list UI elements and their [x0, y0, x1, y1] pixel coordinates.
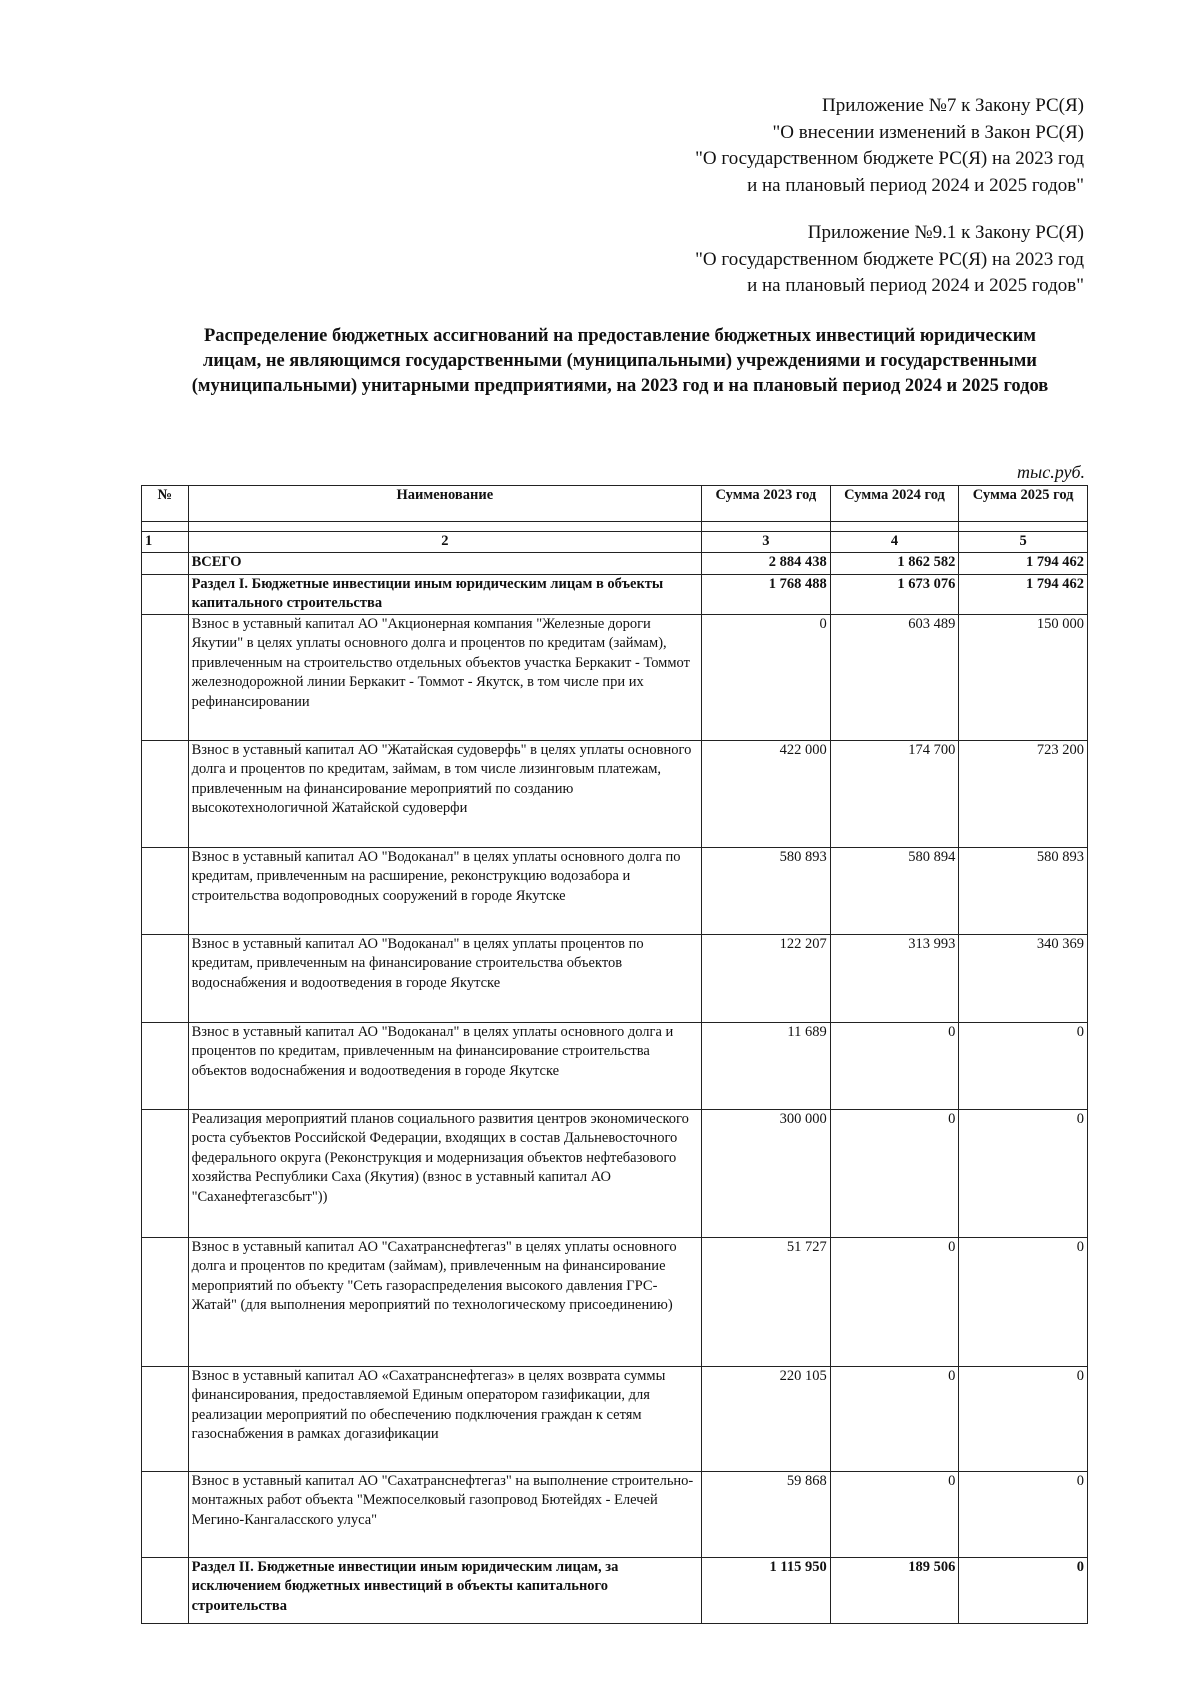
budget-table — [141, 485, 1088, 1624]
row-name: Взнос в уставный капитал АО "Водоканал" в целях уплаты основного долга и процентов по кредитам, привлеченным на финансирование строительства объектов водоснабжения и водоотведения в городе Якутске — [188, 1022, 702, 1109]
row-sum-2024: 580 894 — [830, 847, 959, 934]
row-sum-2025: 0 — [959, 1237, 1088, 1366]
document-title-line-1: Распределение бюджетных ассигнований на предоставление бюджетных инвестиций юридическим — [203, 326, 1037, 346]
row-sum-2025: 0 — [959, 1022, 1088, 1109]
row-no — [142, 1557, 189, 1623]
row-sum-2024: 0 — [830, 1366, 959, 1471]
row-sum-2023: 11 689 — [702, 1022, 831, 1109]
row-sum-2023: 51 727 — [702, 1237, 831, 1366]
header-name: Наименование — [188, 486, 702, 522]
column-index: 3 — [702, 532, 831, 553]
header-gap-row — [142, 522, 1088, 532]
column-index: 1 — [142, 532, 189, 553]
table-header-row — [142, 486, 1088, 522]
document-title-line-2: лицам, не являющимся государственными (муниципальными) учреждениями и государственными — [203, 351, 1037, 371]
row-sum-2024: 0 — [830, 1471, 959, 1557]
row-sum-2024: 0 — [830, 1237, 959, 1366]
row-name: Раздел I. Бюджетные инвестиции иным юридическим лицам в объекты капитального строительства — [188, 574, 702, 614]
row-name: Взнос в уставный капитал АО «Сахатранснефтегаз» в целях возврата суммы финансирования, предоставляемой Единым оператором газификации, для реализации мероприятий по обеспечению подключения граждан к сетям газоснабжения в рамках догазификации — [188, 1366, 702, 1471]
table-row — [142, 614, 1088, 740]
appendix-7-header — [695, 93, 1084, 199]
row-sum-2025: 0 — [959, 1109, 1088, 1237]
table-body — [142, 552, 1088, 1623]
row-sum-2024: 174 700 — [830, 740, 959, 847]
row-sum-2024: 0 — [830, 1022, 959, 1109]
row-sum-2023: 422 000 — [702, 740, 831, 847]
table-row — [142, 574, 1088, 614]
header-sum-2024: Сумма 2024 год — [830, 486, 959, 522]
row-name: Взнос в уставный капитал АО "Жатайская судоверфь" в целях уплаты основного долга и процентов по кредитам, займам, в том числе лизинговым платежам, привлеченным на финансирование мероприятий по созданию высокотехнологичной Жатайской судоверфи — [188, 740, 702, 847]
row-sum-2025: 580 893 — [959, 847, 1088, 934]
row-name: Взнос в уставный капитал АО "Водоканал" в целях уплаты процентов по кредитам, привлеченным на финансирование строительства объектов водоснабжения и водоотведения в городе Якутске — [188, 934, 702, 1022]
row-no — [142, 1022, 189, 1109]
table-row — [142, 934, 1088, 1022]
row-sum-2023: 1 768 488 — [702, 574, 831, 614]
row-sum-2023: 122 207 — [702, 934, 831, 1022]
row-sum-2023: 2 884 438 — [702, 552, 831, 574]
row-name: Реализация мероприятий планов социального развития центров экономического роста субъектов Российской Федерации, входящих в состав Дальневосточного федерального округа (Реконструкция и модернизация объектов нефтебазового хозяйства Республики Саха (Якутия) (взнос в уставный капитал АО "Саханефтегазсбыт")) — [188, 1109, 702, 1237]
appendix-9-1-header — [695, 220, 1084, 300]
row-sum-2023: 1 115 950 — [702, 1557, 831, 1623]
table-row — [142, 1022, 1088, 1109]
unit-label: тыс.руб. — [1017, 462, 1085, 482]
appendix-7-line-3: "О государственном бюджете РС(Я) на 2023 год — [695, 148, 1084, 169]
appendix-7-line-1: Приложение №7 к Закону РС(Я) — [821, 95, 1084, 116]
table-row — [142, 1471, 1088, 1557]
column-index-row — [142, 532, 1088, 553]
table-row — [142, 847, 1088, 934]
row-sum-2023: 300 000 — [702, 1109, 831, 1237]
row-no — [142, 1109, 189, 1237]
document-title-line-3: (муниципальными) унитарными предприятиями, на 2023 год и на плановый период 2024 и 2025 годов — [191, 376, 1049, 396]
table-row — [142, 740, 1088, 847]
row-sum-2025: 0 — [959, 1557, 1088, 1623]
row-sum-2024: 313 993 — [830, 934, 959, 1022]
row-sum-2025: 150 000 — [959, 614, 1088, 740]
document-title — [150, 324, 1090, 399]
row-no — [142, 847, 189, 934]
row-sum-2024: 0 — [830, 1109, 959, 1237]
row-no — [142, 552, 189, 574]
appendix-9-1-line-2: "О государственном бюджете РС(Я) на 2023 год — [695, 248, 1084, 270]
row-sum-2024: 1 862 582 — [830, 552, 959, 574]
appendix-7-line-2: "О внесении изменений в Закон РС(Я) — [772, 121, 1084, 143]
appendix-7-line-4: и на плановый период 2024 и 2025 годов" — [747, 174, 1084, 196]
table-row — [142, 1237, 1088, 1366]
row-no — [142, 934, 189, 1022]
column-index: 5 — [959, 532, 1088, 553]
table-row — [142, 552, 1088, 574]
row-sum-2023: 220 105 — [702, 1366, 831, 1471]
row-sum-2025: 0 — [959, 1471, 1088, 1557]
row-sum-2025: 723 200 — [959, 740, 1088, 847]
row-name: Раздел II. Бюджетные инвестиции иным юридическим лицам, за исключением бюджетных инвестиций в объекты капитального строительства — [188, 1557, 702, 1623]
row-name: Взнос в уставный капитал АО "Водоканал" в целях уплаты основного долга по кредитам, привлеченным на расширение, реконструкцию водозабора и строительства водопроводных сооружений в городе Якутске — [188, 847, 702, 934]
row-sum-2025: 1 794 462 — [959, 552, 1088, 574]
row-no — [142, 574, 189, 614]
row-name: Взнос в уставный капитал АО "Сахатранснефтегаз" в целях уплаты основного долга и процентов по кредитам (займам), привлеченным на финансирование мероприятий по объекту "Сеть газораспределения высокого давления ГРС-Жатай" (для выполнения мероприятий по технологическому присоединению) — [188, 1237, 702, 1366]
row-sum-2023: 580 893 — [702, 847, 831, 934]
row-name: Взнос в уставный капитал АО "Сахатранснефтегаз" на выполнение строительно-монтажных работ объекта "Межпоселковый газопровод Бютейдях - Елечей Мегино-Кангаласского улуса" — [188, 1471, 702, 1557]
row-sum-2025: 1 794 462 — [959, 574, 1088, 614]
table-row — [142, 1557, 1088, 1623]
appendix-9-1-line-1: Приложение №9.1 к Закону РС(Я) — [807, 222, 1084, 243]
column-index: 2 — [188, 532, 702, 553]
row-no — [142, 1366, 189, 1471]
row-name: Взнос в уставный капитал АО "Акционерная компания "Железные дороги Якутии" в целях уплаты основного долга и процентов по кредитам (займам), привлеченным на строительство отдельных объектов участка Беркакит - Томмот железнодорожной линии Беркакит - Томмот - Якутск, в том числе при их рефинансировании — [188, 614, 702, 740]
header-sum-2025: Сумма 2025 год — [959, 486, 1088, 522]
header-sum-2023: Сумма 2023 год — [702, 486, 831, 522]
row-no — [142, 1471, 189, 1557]
row-sum-2025: 0 — [959, 1366, 1088, 1471]
header-no: № — [142, 486, 189, 522]
column-index: 4 — [830, 532, 959, 553]
row-sum-2025: 340 369 — [959, 934, 1088, 1022]
row-no — [142, 1237, 189, 1366]
row-no — [142, 614, 189, 740]
table-row — [142, 1109, 1088, 1237]
row-no — [142, 740, 189, 847]
row-name: ВСЕГО — [188, 552, 702, 574]
table-row — [142, 1366, 1088, 1471]
appendix-9-1-line-3: и на плановый период 2024 и 2025 годов" — [747, 275, 1084, 296]
row-sum-2023: 59 868 — [702, 1471, 831, 1557]
row-sum-2024: 1 673 076 — [830, 574, 959, 614]
row-sum-2024: 189 506 — [830, 1557, 959, 1623]
row-sum-2023: 0 — [702, 614, 831, 740]
row-sum-2024: 603 489 — [830, 614, 959, 740]
